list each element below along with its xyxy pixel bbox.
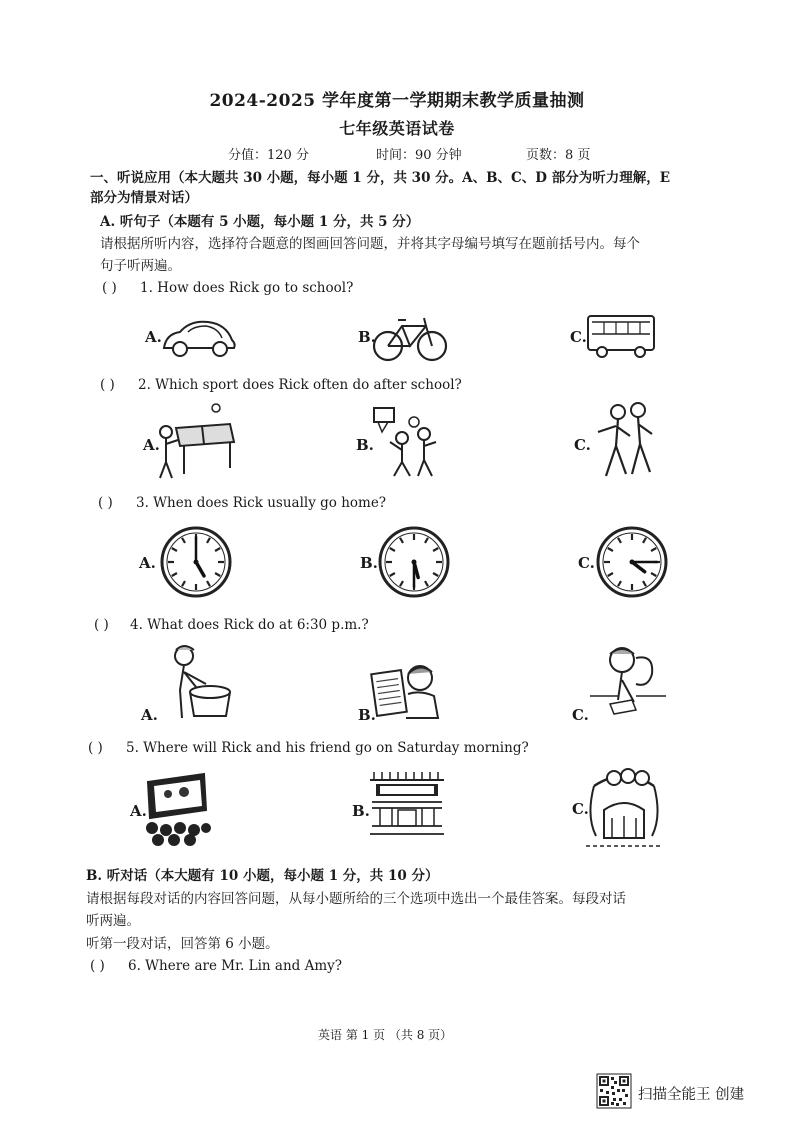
- exam-subtitle: 七年级英语试卷: [339, 119, 455, 138]
- table-tennis-icon: [156, 404, 236, 482]
- option-label: A.: [130, 802, 147, 820]
- partA-title: A. 听句子（本题有 5 小题，每小题 1 分，共 5 分）: [100, 214, 420, 230]
- doing-homework-icon: [588, 644, 668, 718]
- washing-clothes-icon: [162, 644, 232, 720]
- answer-bracket[interactable]: ( ): [90, 958, 105, 974]
- option-label: B.: [352, 802, 370, 820]
- question-text: 5. Where will Rick and his friend go on Saturday morning?: [126, 740, 529, 756]
- zoo-icon: [584, 766, 664, 852]
- question-text: 2. Which sport does Rick often do after school?: [138, 377, 462, 393]
- question-text: 3. When does Rick usually go home?: [136, 495, 387, 511]
- partB-instruction-line2: 听两遍。: [86, 913, 140, 929]
- bicycle-icon: [372, 312, 448, 364]
- option-label: C.: [574, 436, 591, 454]
- question-text: 6. Where are Mr. Lin and Amy?: [128, 958, 342, 974]
- option-label: A.: [141, 706, 158, 724]
- answer-bracket[interactable]: ( ): [102, 280, 117, 296]
- clock-icon: [594, 524, 670, 600]
- option-label: B.: [356, 436, 374, 454]
- option-label: A.: [143, 436, 160, 454]
- score-label: 分值：120 分: [228, 148, 309, 163]
- qr-code-icon: [597, 1074, 631, 1108]
- partA-instruction-line1: 请根据所听内容，选择符合题意的图画回答问题，并将其字母编号填写在题前括号内。每个: [100, 236, 640, 252]
- pages-label: 页数：8 页: [526, 148, 591, 163]
- car-icon: [160, 316, 240, 360]
- answer-bracket[interactable]: ( ): [100, 377, 115, 393]
- shopping-mall-icon: [368, 772, 446, 836]
- option-label: C.: [572, 800, 589, 818]
- partA-instruction-line2: 句子听两遍。: [100, 258, 181, 274]
- basketball-icon: [372, 404, 452, 480]
- section1-heading-line2: 部分为情景对话）: [90, 190, 198, 206]
- reading-newspaper-icon: [372, 660, 448, 720]
- option-label: B.: [358, 328, 376, 346]
- option-label: A.: [139, 554, 156, 572]
- running-icon: [592, 402, 662, 482]
- question-text: 4. What does Rick do at 6:30 p.m.?: [130, 617, 369, 633]
- section1-heading-line1: 一、听说应用（本大题共 30 小题，每小题 1 分，共 30 分。A、B、C、D 部分为听力理解，E: [90, 170, 670, 186]
- option-label: B.: [360, 554, 378, 572]
- camscanner-watermark: 扫描全能王 创建: [638, 1087, 745, 1103]
- clock-icon: [158, 524, 234, 600]
- answer-bracket[interactable]: ( ): [98, 495, 113, 511]
- option-label: C.: [578, 554, 595, 572]
- option-label: A.: [145, 328, 162, 346]
- cinema-icon: [140, 772, 212, 844]
- time-label: 时间：90 分钟: [376, 148, 462, 163]
- option-label: C.: [572, 706, 589, 724]
- partB-title: B. 听对话（本大题有 10 小题，每小题 1 分，共 10 分）: [86, 868, 439, 884]
- bus-icon: [586, 312, 658, 358]
- page-footer: 英语 第 1 页 （共 8 页）: [318, 1028, 453, 1042]
- answer-bracket[interactable]: ( ): [88, 740, 103, 756]
- partB-instruction-line1: 请根据每段对话的内容回答问题，从每小题所给的三个选项中选出一个最佳答案。每段对话: [86, 891, 626, 907]
- partB-instruction-line3: 听第一段对话，回答第 6 小题。: [86, 936, 279, 952]
- answer-bracket[interactable]: ( ): [94, 617, 109, 633]
- option-label: C.: [570, 328, 587, 346]
- exam-title: 2024-2025 学年度第一学期期末教学质量抽测: [209, 91, 585, 111]
- option-label: B.: [358, 706, 376, 724]
- clock-icon: [376, 524, 452, 600]
- question-text: 1. How does Rick go to school?: [140, 280, 354, 296]
